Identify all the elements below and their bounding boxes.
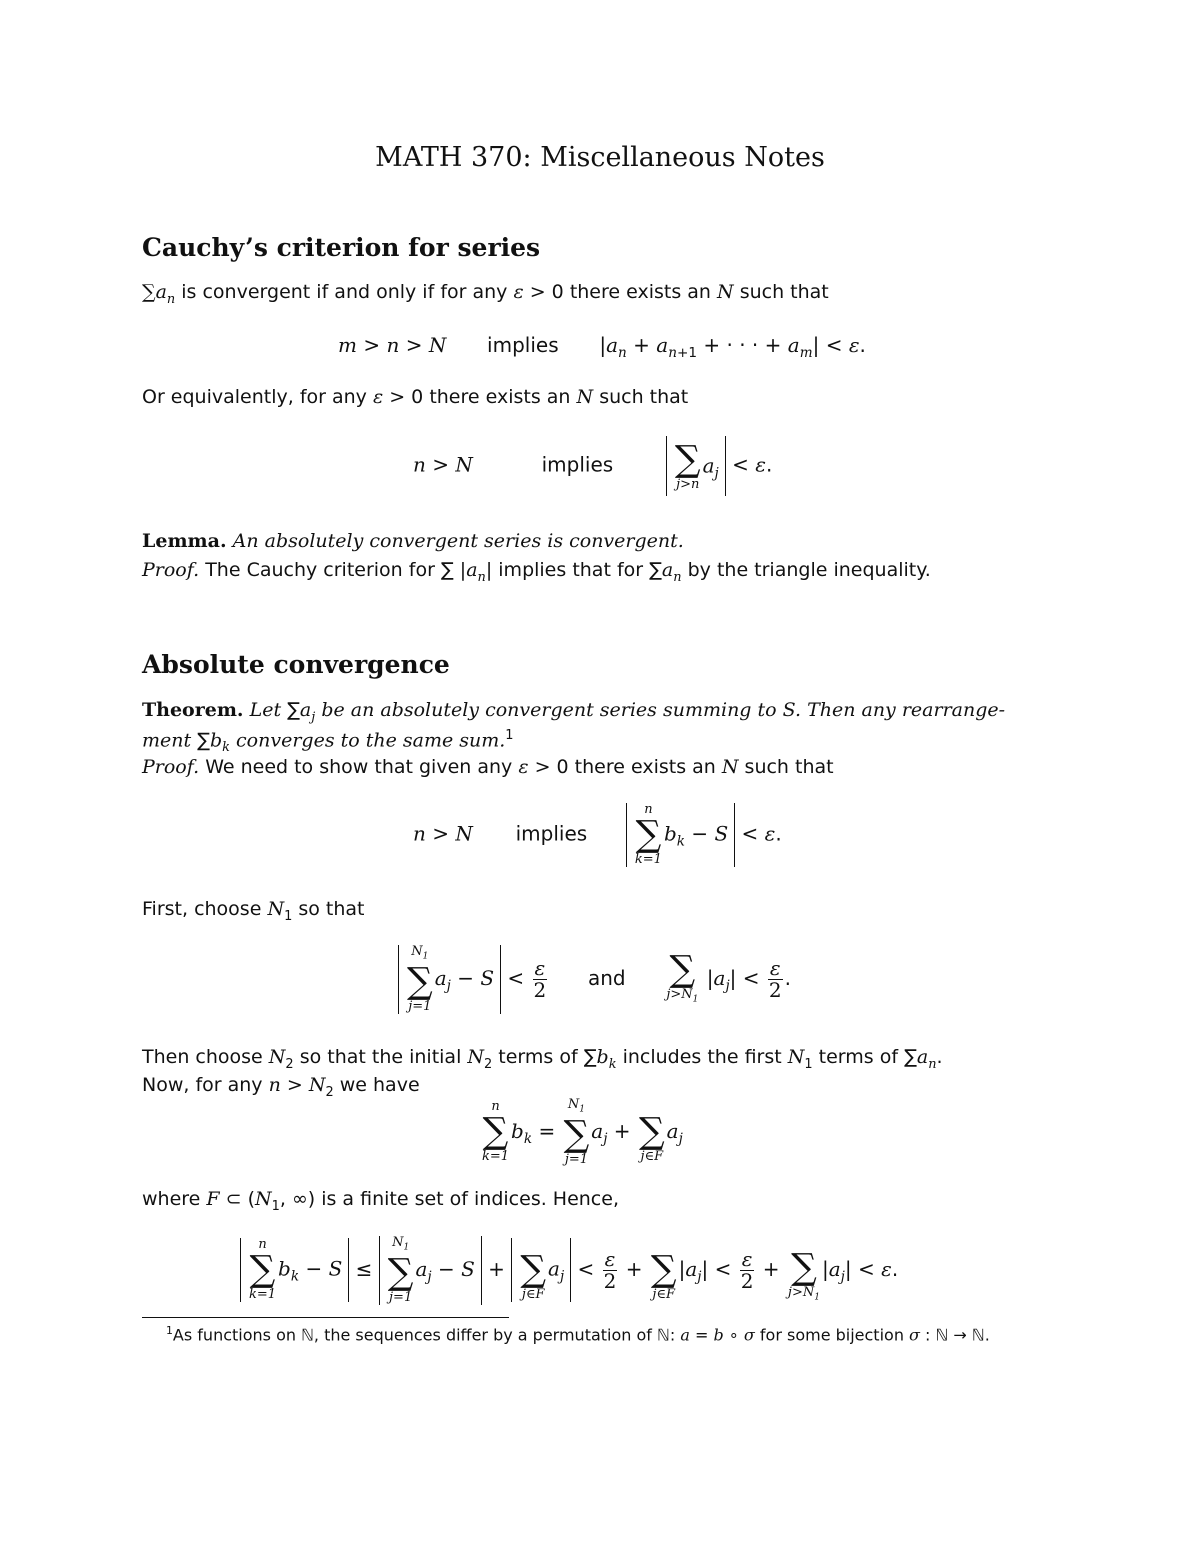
now-text-2: we have	[339, 1074, 420, 1096]
page-title: MATH 370: Miscellaneous Notes	[375, 142, 825, 173]
proof-label: Proof.	[142, 559, 200, 581]
then-text-4: includes the first	[622, 1046, 782, 1068]
equivalent-statement: Or equivalently, for any ε > 0 there exists an N such that	[142, 386, 689, 408]
section-heading-absolute-convergence: Absolute convergence	[142, 650, 450, 679]
theorem-text-2: be an absolutely convergent series summing to	[321, 699, 777, 721]
then-text-3: terms of	[498, 1046, 578, 1068]
where-text-2: is a finite set of indices. Hence,	[321, 1188, 619, 1210]
equiv-text-2: there exists an	[429, 386, 571, 408]
theorem-line-1: Theorem. Let $\sum a_j$ be an absolutely convergent series summing to S. Then any rearrange-	[142, 699, 1006, 725]
now-line: Now, for any $n > N_2$ we have	[142, 1074, 420, 1100]
then-text-5: terms of	[818, 1046, 899, 1068]
cauchy-text-2: there exists an	[569, 281, 711, 303]
implies-text: implies	[515, 821, 588, 846]
theorem-text-5: converges to the same sum.	[236, 729, 506, 752]
footnote-text-1: As functions on ℕ, the sequences differ by a permutation of ℕ:	[172, 1325, 676, 1345]
lemma-proof: Proof. The Cauchy criterion for ∑ $|a_n|$ implies that for $\sum a_n$ by the triangle inequality.	[142, 559, 931, 585]
proof-text-3: such that	[744, 756, 834, 778]
now-text-1: Now, for any	[142, 1074, 263, 1096]
theorem-label: Theorem.	[142, 699, 244, 721]
footnote-reference[interactable]: 1	[505, 728, 514, 743]
implies-text: implies	[541, 452, 614, 477]
theorem-text-4: ment	[142, 729, 192, 752]
proof-label: Proof.	[142, 756, 200, 778]
proof-text-1: We need to show that given any	[205, 756, 513, 778]
sum-symbol: ∑	[142, 281, 156, 303]
first-text-1: First, choose	[142, 898, 262, 920]
footnote-mark: 1	[166, 1324, 173, 1337]
equiv-text-1: Or equivalently, for any	[142, 386, 367, 408]
lemma	[142, 530, 684, 552]
then-text-2: so that the initial	[299, 1046, 462, 1068]
implies-text: implies	[487, 333, 559, 357]
lemma-label: Lemma.	[142, 530, 227, 552]
theorem-line-2: ment $\sum b_k$ converges to the same sum.$^1$	[142, 728, 514, 756]
where-line: where F ⊂ ($N_1$, ∞) is a finite set of indices. Hence,	[142, 1188, 619, 1214]
proof-text-2: there exists an	[574, 756, 716, 778]
cauchy-text-1: is convergent if and only if for any	[181, 281, 508, 303]
and-text: and	[587, 965, 626, 990]
first-choose-line: First, choose $N_1$ so that	[142, 898, 365, 924]
proof-text-2: implies that for	[498, 559, 644, 581]
cauchy-statement: $\sum a_n$ is convergent if and only if for any ε > 0 there exists an N such that	[142, 281, 829, 307]
rearrangement-display-equation: n > N implies n ∑ k=1 $b_k - S < \varepsilon$.	[413, 802, 782, 867]
theorem-text-1: Let	[249, 699, 282, 721]
where-text-1: where	[142, 1188, 201, 1210]
then-text-1: Then choose	[142, 1046, 263, 1068]
first-text-2: so that	[298, 898, 365, 920]
theorem-proof: Proof. We need to show that given any ε > 0 there exists an N such that	[142, 756, 834, 778]
footnote-rule	[142, 1317, 509, 1318]
footnote: $^1$As functions on ℕ, the sequences differ by a permutation of ℕ: a = b ∘ σ for some bijection σ : ℕ → ℕ.	[166, 1324, 990, 1345]
theorem-text-3: . Then any rearrange-	[794, 699, 1006, 721]
section-heading-cauchy: Cauchy’s criterion for series	[142, 233, 541, 262]
proof-text-3: by the triangle inequality.	[687, 559, 931, 581]
equivalent-display-equation: n > N implies ∑ j>n $a_j < \varepsilon$.	[413, 436, 772, 496]
then-choose-line: Then choose $N_2$ so that the initial $N_2$ terms of $\sum b_k$ includes the first $N_1$ terms of $\sum a_n$.	[142, 1046, 943, 1072]
lemma-text: An absolutely convergent series is convergent.	[232, 530, 684, 552]
final-inequality-display-equation: n ∑ k=1 $b_k - S$ ≤ $N_1$ ∑ j=1 $a_j - S$ + ∑ j∈F $a_j$ < $\frac{\varepsilon}{2}$ + ∑ j∈F $|a_j|$ < $\frac{\varepsilon}{2}$ + ∑ $j>N_1$ $|a_j| < \varepsilon$.	[240, 1236, 898, 1305]
equiv-text-3: such that	[599, 386, 689, 408]
partial-sum-display-equation: n ∑ k=1 $b_k$ = $N_1$ ∑ j=1 $a_j$ + ∑ j∈F $a_j$	[482, 1097, 683, 1167]
footnote-text-2: for some bijection	[759, 1325, 904, 1345]
cauchy-display-equation: m > n > N implies $|a_n + a_{n+1}$ + · · · + $a_m| < \varepsilon$.	[338, 333, 866, 361]
proof-text-1: The Cauchy criterion for	[205, 559, 435, 581]
cauchy-text-3: such that	[739, 281, 829, 303]
first-choose-display-equation: $N_1$ ∑ j=1 $a_j - S$ < $\frac{\varepsilon}{2}$ and ∑ $j>N_1$ $|a_j|$ < $\frac{\varepsilon}{2}$ .	[398, 945, 791, 1014]
